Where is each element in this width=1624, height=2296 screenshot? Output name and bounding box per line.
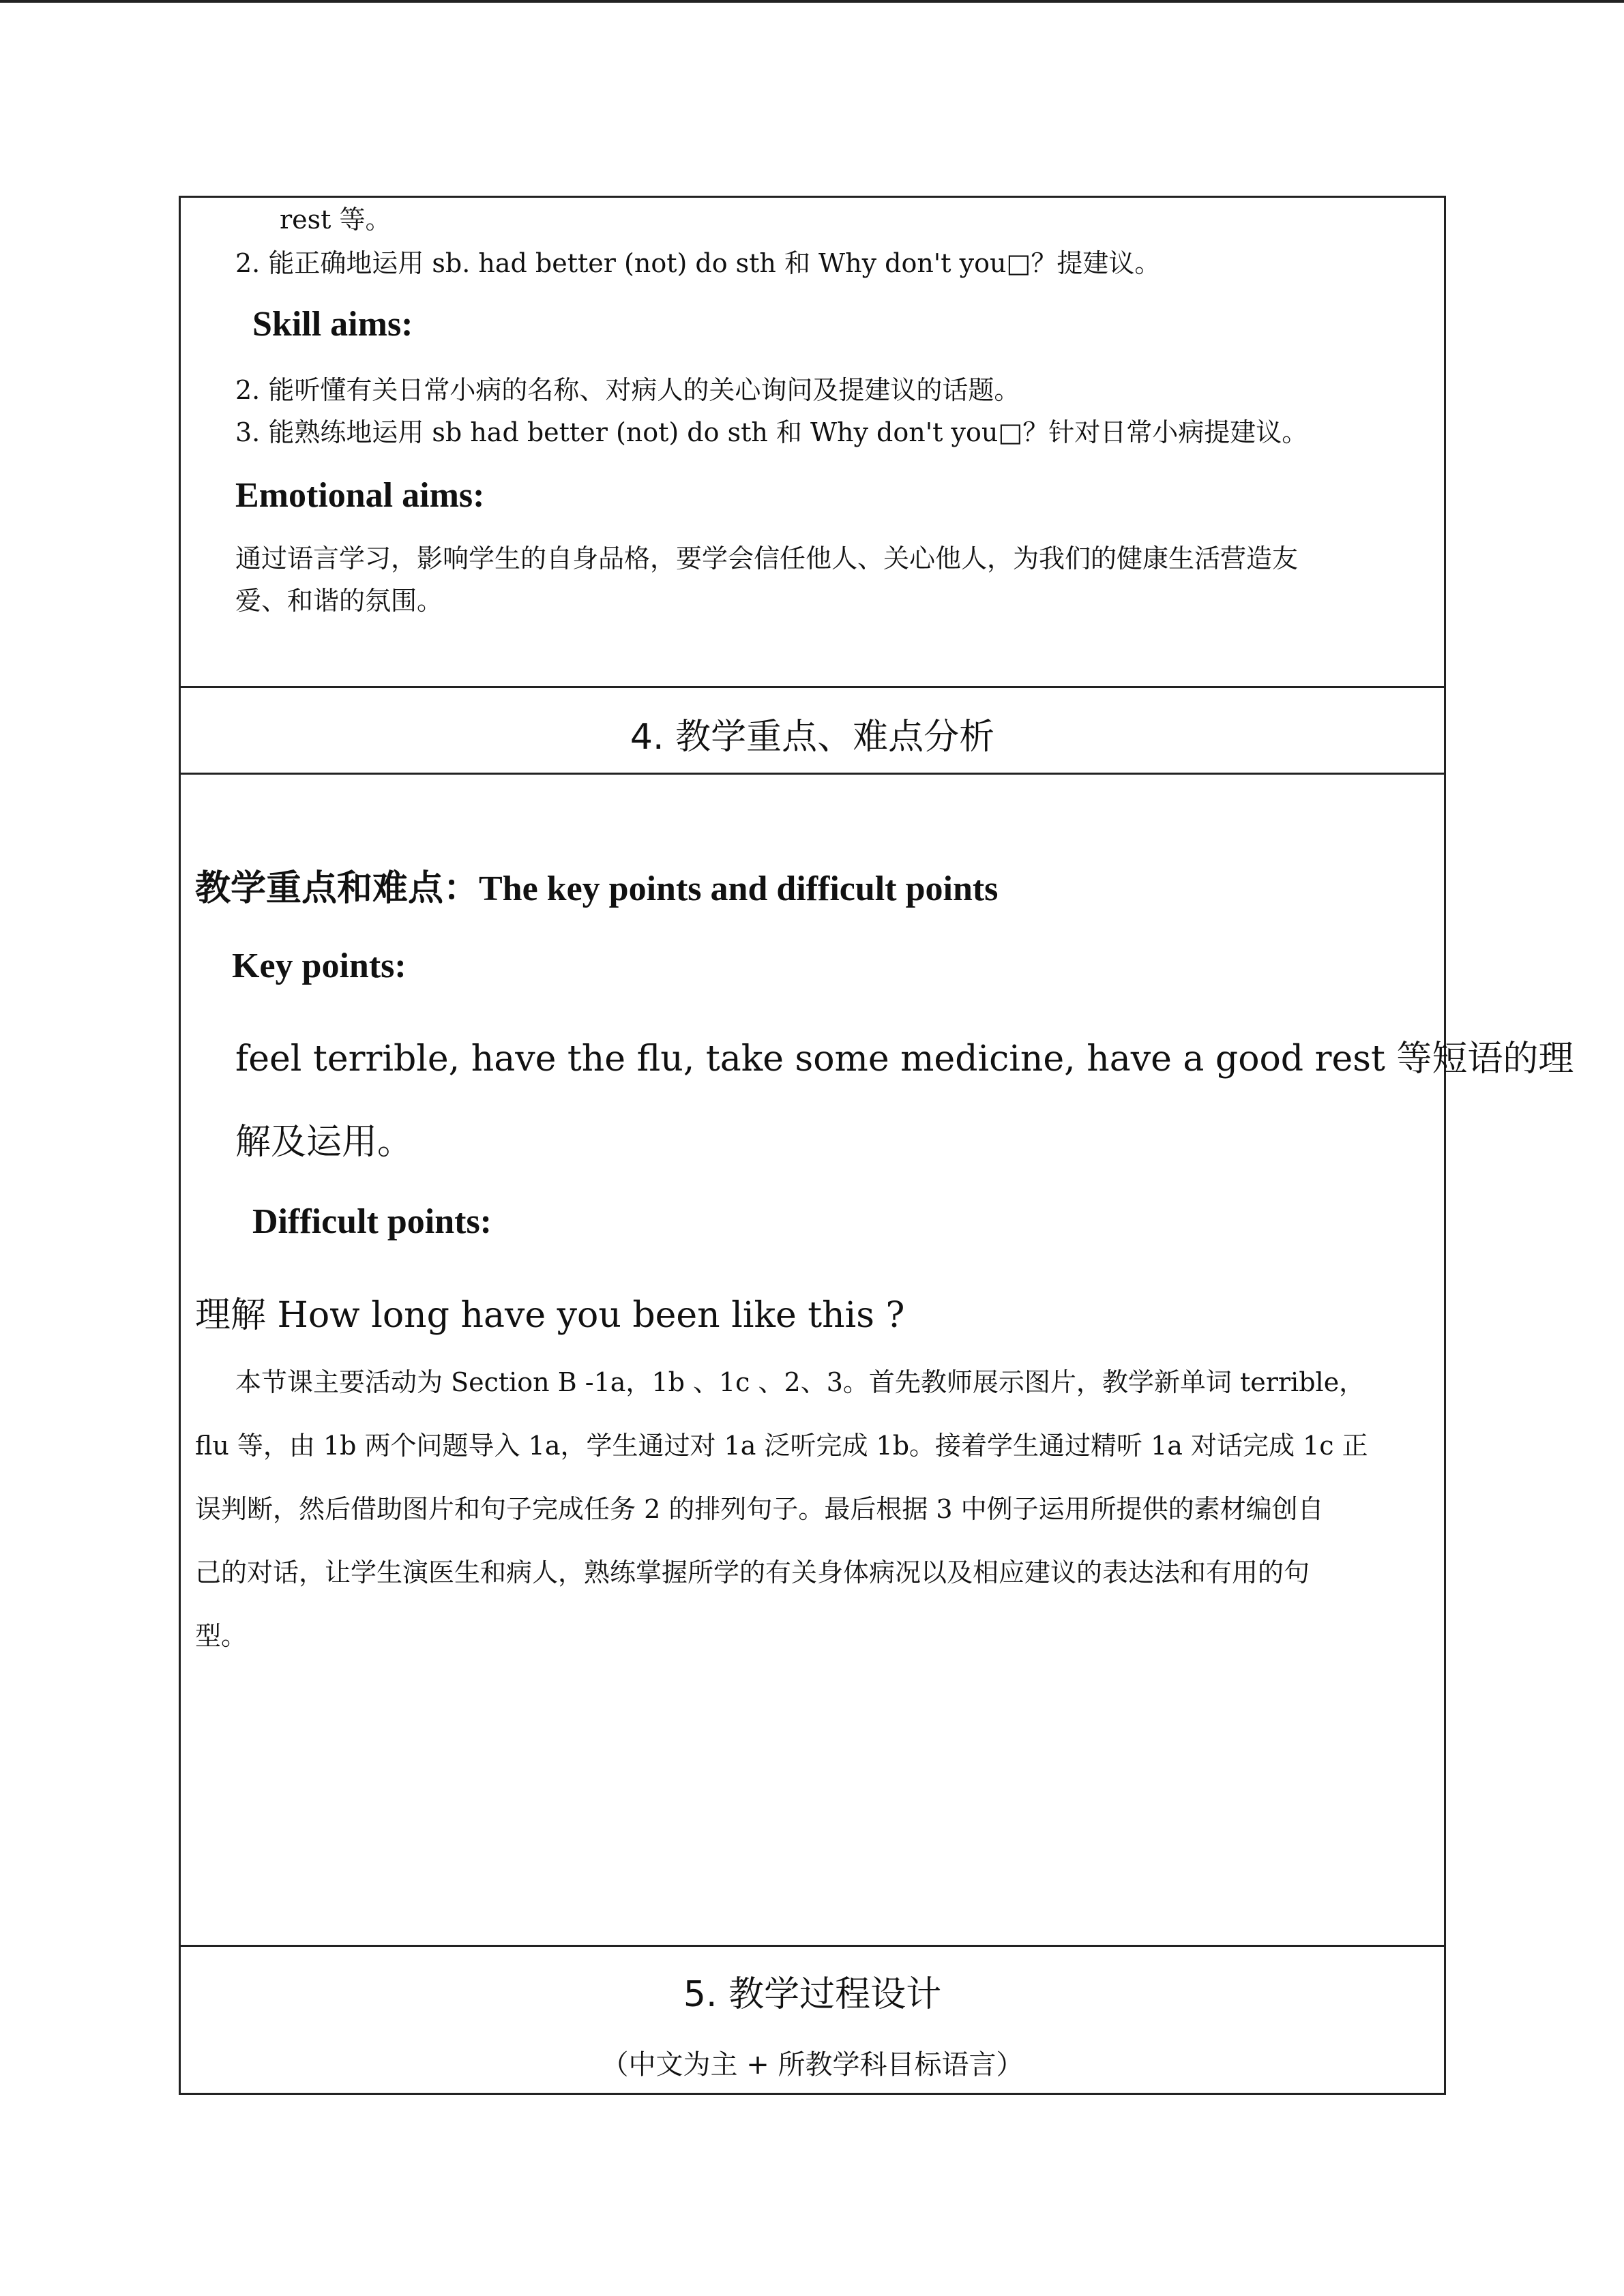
summary-line-1: 本节课主要活动为 Section B -1a，1b 、1c 、2、3。首先教师展示图片，教学新单词 terrible，: [235, 1367, 1365, 1397]
key-points-line-2: 解及运用。: [235, 1122, 413, 1163]
key-points-line-1: feel terrible, have the flu, take some medicine, have a good rest 等短语的理: [235, 1039, 1574, 1079]
skill-aims-title: Skill aims:: [252, 305, 413, 344]
section-5-title: 5. 教学过程设计: [683, 1974, 942, 2015]
row-divider-1: [179, 686, 1446, 688]
emotional-aim-line-1: 通过语言学习，影响学生的自身品格，要学会信任他人、关心他人，为我们的健康生活营造友: [235, 543, 1299, 573]
summary-line-5: 型。: [195, 1621, 248, 1651]
key-points-title: Key points:: [232, 946, 407, 985]
knowledge-aim-item-2: 2. 能正确地运用 sb. had better (not) do sth 和 Why don't you□？提建议。: [235, 248, 1161, 278]
rest-continuation: rest 等。: [280, 205, 392, 235]
row-divider-3: [179, 1945, 1446, 1947]
skill-aim-item-3: 3. 能熟练地运用 sb had better (not) do sth 和 Why don't you□？针对日常小病提建议。: [235, 417, 1308, 447]
summary-line-2: flu 等，由 1b 两个问题导入 1a，学生通过对 1a 泛听完成 1b。接着学生通过精听 1a 对话完成 1c 正: [195, 1431, 1368, 1461]
section-5-subtitle: （中文为主 + 所教学科目标语言）: [601, 2049, 1024, 2081]
emotional-aims-title: Emotional aims:: [235, 476, 485, 515]
difficult-points-title: Difficult points:: [252, 1202, 492, 1241]
section-4-title: 4. 教学重点、难点分析: [630, 717, 995, 758]
emotional-aim-line-2: 爱、和谐的氛围。: [235, 586, 443, 616]
difficult-points-text: 理解 How long have you been like this ?: [195, 1295, 905, 1336]
page-top-border: [0, 0, 1624, 3]
summary-line-3: 误判断，然后借助图片和句子完成任务 2 的排列句子。最后根据 3 中例子运用所提供的素材编创自: [195, 1494, 1324, 1524]
skill-aim-item-2: 2. 能听懂有关日常小病的名称、对病人的关心询问及提建议的话题。: [235, 375, 1020, 405]
summary-line-4: 己的对话，让学生演医生和病人，熟练掌握所学的有关身体病况以及相应建议的表达法和有用的句: [195, 1557, 1310, 1587]
row-divider-2: [179, 773, 1446, 775]
key-difficult-heading: 教学重点和难点：The key points and difficult points: [195, 869, 999, 908]
